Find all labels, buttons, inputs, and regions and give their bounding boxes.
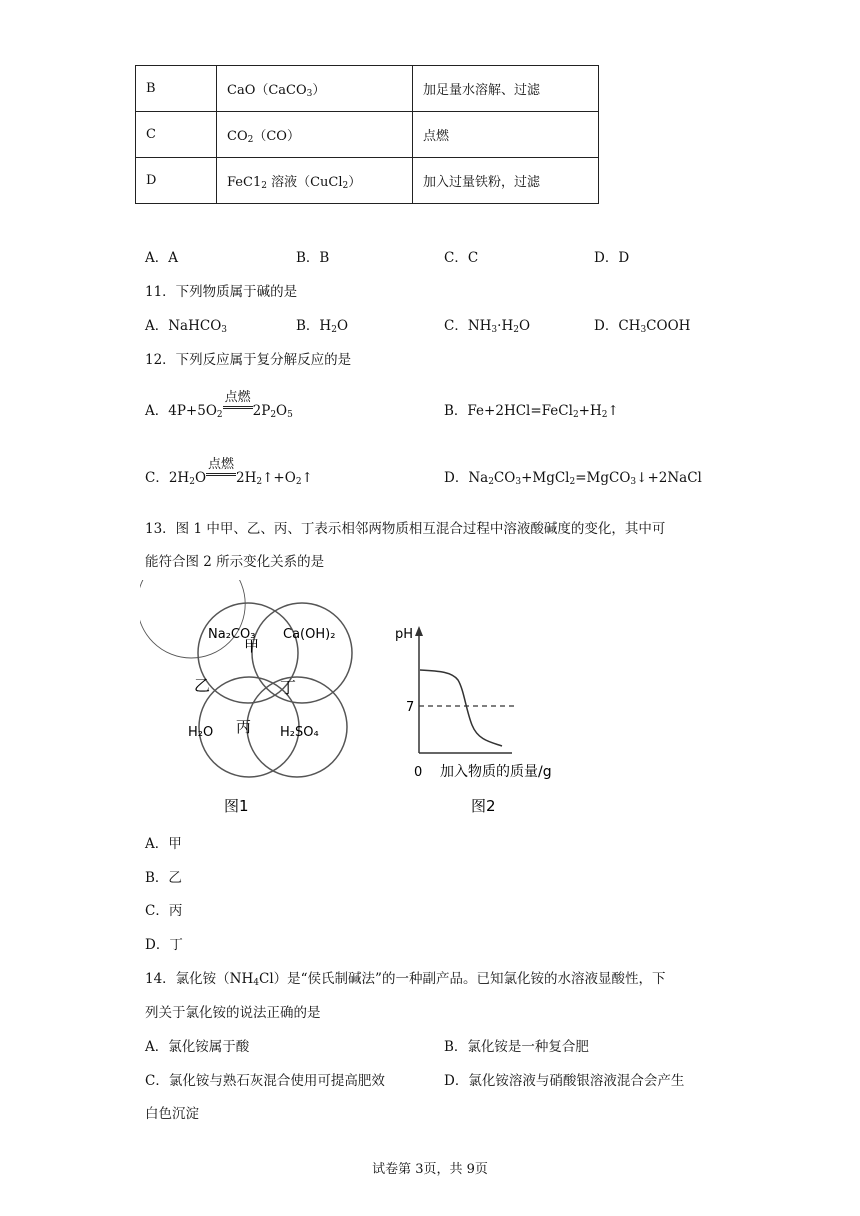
table-cell: B bbox=[136, 66, 217, 112]
table-cell: CaO（CaCO$_3$） bbox=[217, 66, 413, 112]
origin-label: 0 bbox=[414, 765, 423, 780]
option-b: B．乙 bbox=[145, 870, 182, 886]
option-c: C．C bbox=[444, 250, 479, 266]
question-14-line2: 列关于氯化铵的说法正确的是 bbox=[145, 1005, 321, 1021]
option-d-continued: 白色沉淀 bbox=[145, 1106, 199, 1122]
condition-mark: 点燃 bbox=[206, 470, 236, 486]
table-cell: 加足量水溶解、过滤 bbox=[413, 66, 599, 112]
option-a: A．$4P+5O_2$ 点燃 $2P_2O_5$ bbox=[145, 390, 293, 420]
figure-1-caption: 图1 bbox=[224, 797, 249, 815]
question-13-line1: 13．图 1 中甲、乙、丙、丁表示相邻两物质相互混合过程中溶液酸碱度的变化，其中可 bbox=[145, 521, 666, 537]
y-axis-label: pH bbox=[395, 627, 414, 642]
option-d: D．$CH_3COOH$ bbox=[594, 318, 691, 335]
figure-2-caption: 图2 bbox=[471, 797, 496, 815]
option-b: B．B bbox=[296, 250, 330, 266]
table-cell: 点燃 bbox=[413, 112, 599, 158]
option-a: A．A bbox=[145, 250, 178, 266]
table-row bbox=[136, 158, 599, 204]
label-jia: 甲 bbox=[244, 637, 260, 655]
option-a: A．甲 bbox=[145, 836, 182, 852]
condition-mark: 点燃 bbox=[223, 403, 253, 419]
y-axis-arrow bbox=[415, 626, 423, 636]
venn-circle bbox=[140, 580, 245, 658]
label-caoh2: Ca(OH)₂ bbox=[283, 627, 336, 642]
option-b: B．氯化铵是一种复合肥 bbox=[444, 1039, 589, 1055]
option-d: D．丁 bbox=[145, 937, 183, 953]
option-d: D．氯化铵溶液与硝酸银溶液混合会产生 bbox=[444, 1073, 685, 1089]
option-a: A．氯化铵属于酸 bbox=[145, 1039, 250, 1055]
table-cell: 加入过量铁粉，过滤 bbox=[413, 158, 599, 204]
label-na2co3: Na₂CO₃ bbox=[208, 627, 256, 642]
question-11-stem: 11．下列物质属于碱的是 bbox=[145, 284, 298, 300]
option-a: A．NaHCO$_3$ bbox=[145, 318, 228, 335]
table-cell: D bbox=[136, 158, 217, 204]
q13-figures bbox=[140, 580, 570, 820]
label-h2so4: H₂SO₄ bbox=[280, 725, 319, 740]
option-c: C．$NH_3\cdot H_2O$ bbox=[444, 318, 531, 335]
table-row bbox=[136, 66, 599, 112]
options-table bbox=[135, 65, 599, 204]
option-d: D．$Na_2CO_3+MgCl_2=MgCO_3↓+2NaCl$ bbox=[444, 470, 702, 487]
page-footer: 试卷第 3页，共 9页 bbox=[372, 1162, 488, 1177]
label-ding: 丁 bbox=[280, 678, 297, 697]
table-cell: $FeC1_2$ 溶液（CuCl$_2$） bbox=[217, 158, 413, 204]
figure-1-venn bbox=[140, 580, 245, 658]
label-bing: 丙 bbox=[236, 718, 252, 736]
label-yi: 乙 bbox=[194, 676, 211, 695]
x-axis-label: 加入物质的质量/g bbox=[440, 764, 552, 780]
table-row bbox=[136, 112, 599, 158]
question-13-line2: 能符合图 2 所示变化关系的是 bbox=[145, 554, 325, 570]
option-c: C．$2H_2O$ 点燃 $2H_2↑+O_2↑$ bbox=[145, 457, 313, 487]
label-h2o: H₂O bbox=[188, 725, 214, 740]
option-d: D．D bbox=[594, 250, 630, 266]
table-cell: C bbox=[136, 112, 217, 158]
table-cell: $CO_2(CO)$ bbox=[217, 112, 413, 158]
option-b: B．$H_2O$ bbox=[296, 318, 349, 335]
option-b: B．$Fe+2HCl=FeCl_2+H_2↑$ bbox=[444, 403, 619, 420]
option-c: C．丙 bbox=[145, 903, 183, 919]
venn-circle-caoh2 bbox=[252, 603, 352, 703]
ph7-tick: 7 bbox=[406, 700, 415, 715]
question-14-line1: 14．氯化铵$(NH_4Cl)$是“侯氏制碱法”的一种副产品。已知氯化铵的水溶液显酸性，下 bbox=[145, 971, 666, 988]
option-c: C．氯化铵与熟石灰混合使用可提高肥效 bbox=[145, 1073, 385, 1089]
question-12-stem: 12．下列反应属于复分解反应的是 bbox=[145, 352, 352, 368]
figure-2-graph bbox=[395, 626, 552, 815]
ph-curve bbox=[420, 670, 502, 746]
